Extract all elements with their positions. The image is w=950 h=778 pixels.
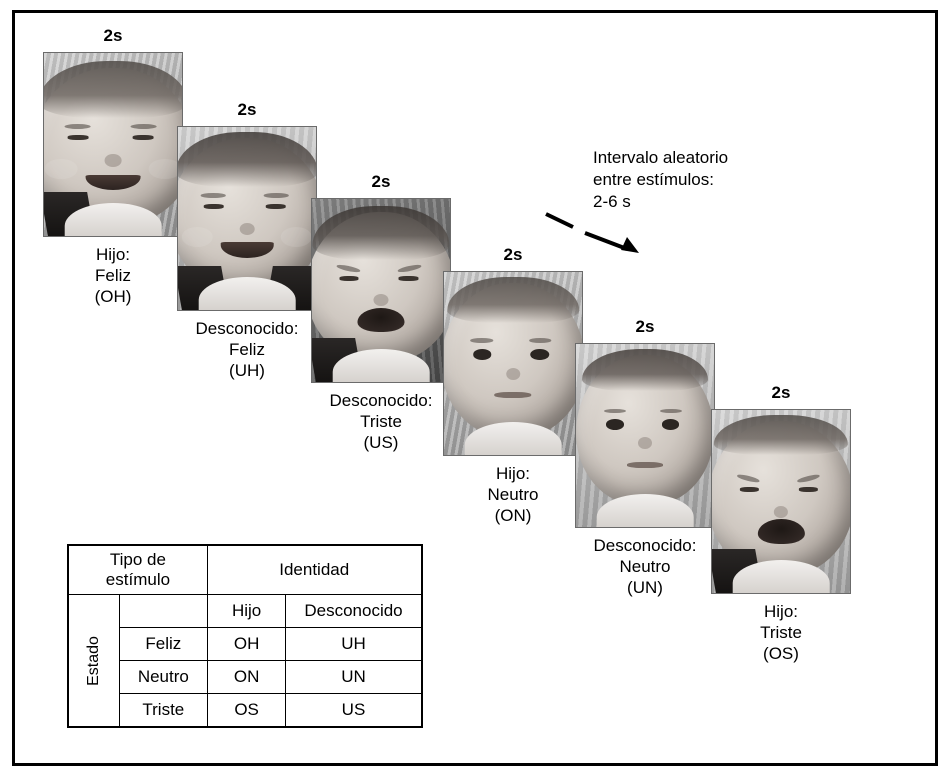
caption-line: (OS): [763, 644, 799, 663]
face-hair: [582, 349, 709, 391]
table-row: [68, 595, 422, 628]
caption-line: Hijo:: [495, 464, 530, 483]
caption-line: Neutro: [619, 557, 671, 576]
baby-face-neutral-unknown: [576, 355, 714, 505]
inter-stimulus-interval-note: [593, 147, 793, 213]
face-nose: [638, 437, 652, 449]
caption-line: Feliz: [229, 340, 265, 359]
interval-note-line: entre estímulos:: [593, 170, 714, 189]
table-row: [68, 545, 422, 595]
stimulus-image-uh: [177, 126, 317, 311]
face-nose: [506, 368, 520, 380]
face-eye-left: [606, 419, 624, 430]
stimulus-caption-os: [683, 601, 879, 664]
face-hair: [177, 132, 317, 187]
state-header-label: Estado: [84, 635, 102, 686]
legend-code-oh: OH: [207, 628, 286, 661]
stimulus-duration-os: 2s: [771, 383, 791, 402]
stimulus-card-us: [311, 172, 451, 452]
face-brow-left: [470, 338, 493, 343]
baby-face-neutral-own: [443, 283, 583, 437]
face-eye-left: [473, 349, 492, 360]
face-eye-left: [204, 204, 224, 209]
corner-line: Tipo de: [109, 550, 166, 569]
legend-state-neutro: Neutro: [119, 661, 207, 694]
legend-code-uh: UH: [286, 628, 422, 661]
stimulus-duration-un: 2s: [635, 317, 655, 336]
face-eye-left: [740, 487, 759, 492]
legend-identity-column-own: Hijo: [207, 595, 286, 628]
interval-note-line: 2-6 s: [593, 192, 631, 211]
face-eye-left: [339, 276, 358, 281]
face-mouth: [627, 462, 663, 468]
caption-line: (UH): [229, 361, 265, 380]
face-hair: [312, 206, 449, 260]
legend-code-un: UN: [286, 661, 422, 694]
stimulus-image-us: [311, 198, 451, 383]
caption-line: (UN): [627, 578, 663, 597]
legend-corner-header: [68, 545, 207, 595]
legend-identity-header: Identidad: [207, 545, 421, 595]
face-brow-left: [201, 193, 226, 198]
stimulus-image-un: [575, 343, 715, 528]
face-eye-right: [799, 487, 818, 492]
face-brow-right: [660, 409, 682, 414]
caption-line: Desconocido:: [593, 536, 697, 555]
caption-line: (US): [363, 433, 399, 452]
face-hair: [447, 277, 579, 323]
stimulus-card-on: [443, 245, 583, 525]
table-row: [68, 628, 422, 661]
face-brow-left: [604, 409, 626, 414]
legend-state-feliz: Feliz: [119, 628, 207, 661]
stimulus-duration-uh: 2s: [237, 100, 257, 119]
caption-line: Feliz: [95, 266, 131, 285]
face-nose: [239, 223, 254, 235]
table-row: [68, 661, 422, 694]
legend-identity-column-unknown: Desconocido: [286, 595, 422, 628]
caption-line: Triste: [360, 412, 402, 431]
legend-blank-cell: [119, 595, 207, 628]
stimulus-duration-us: 2s: [371, 172, 391, 191]
legend-code-on: ON: [207, 661, 286, 694]
caption-line: (OH): [94, 287, 132, 306]
stimulus-image-os: [711, 409, 851, 594]
face-nose: [374, 294, 389, 306]
legend-code-os: OS: [207, 694, 286, 728]
face-cheek-left: [45, 159, 78, 179]
caption-line: Desconocido:: [195, 319, 299, 338]
caption-line: Hijo:: [95, 245, 130, 264]
caption-line: Hijo:: [763, 602, 798, 621]
caption-line: Neutro: [487, 485, 539, 504]
face-hair: [714, 415, 849, 455]
face-nose: [105, 154, 121, 167]
stimulus-duration-on: 2s: [503, 245, 523, 264]
legend-state-triste: Triste: [119, 694, 207, 728]
face-mouth: [758, 519, 805, 544]
stimulus-card-un: [575, 317, 715, 597]
face-mouth: [357, 308, 405, 332]
stimulus-image-oh: [43, 52, 183, 237]
legend-state-header: [68, 595, 119, 728]
corner-line: estímulo: [105, 570, 171, 589]
stimulus-card-uh: [177, 100, 317, 380]
interval-arrow-icon: [543, 209, 653, 255]
caption-line: Triste: [760, 623, 802, 642]
stimulus-duration-oh: 2s: [103, 26, 123, 45]
face-nose: [774, 506, 789, 518]
face-mouth: [494, 392, 531, 398]
stimulus-card-os: [711, 383, 851, 663]
stimulus-image-on: [443, 271, 583, 456]
face-eye-right: [399, 276, 418, 281]
legend-code-us: US: [286, 694, 422, 728]
caption-line: Desconocido:: [329, 391, 433, 410]
caption-line: (ON): [494, 506, 532, 525]
face-eye-right: [530, 349, 549, 360]
face-hair: [43, 61, 183, 118]
face-brow-right: [264, 193, 289, 198]
interval-note-line: Intervalo aleatorio: [593, 148, 729, 167]
table-row: [68, 694, 422, 728]
face-brow-right: [529, 338, 552, 343]
stimulus-card-oh: [43, 26, 183, 306]
stimulus-type-legend-table: [67, 544, 423, 728]
face-eye-right: [266, 204, 286, 209]
figure-frame: [12, 10, 938, 766]
